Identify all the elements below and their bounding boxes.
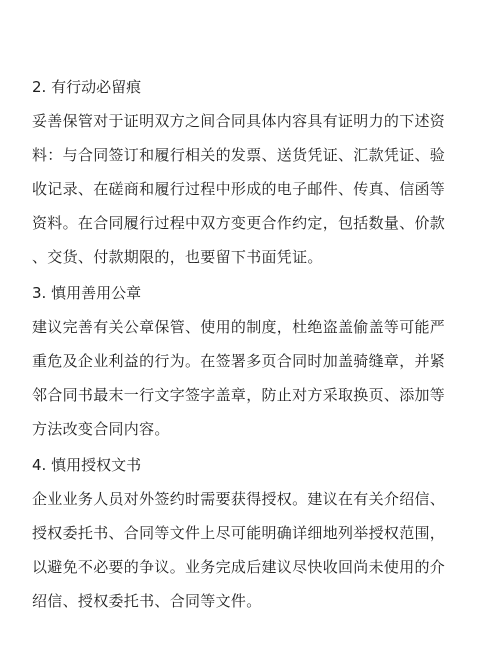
body-line: 绍信、授权委托书、合同等文件。 [32,592,262,610]
section-body [32,482,480,618]
body-line: 方法改变合同内容。 [32,420,170,438]
body-line: 重危及企业利益的行为。在签署多页合同时加盖骑缝章，并紧 [32,352,446,370]
body-line: 邻合同书最末一行文字签字盖章，防止对方采取换页、添加等 [32,386,446,404]
body-line: 妥善保管对于证明双方之间合同具体内容具有证明力的下述资 [32,112,446,130]
body-line: 、交货、付款期限的，也要留下书面凭证。 [32,248,323,266]
section-heading: 2. 有行动必留痕 [32,78,142,96]
section-record-keeping [32,70,480,274]
body-line: 企业业务人员对外签约时需要获得授权。建议在有关介绍信、 [32,490,446,508]
section-heading: 3. 慎用善用公章 [32,284,142,302]
section-body [32,310,480,446]
body-line: 收记录、在磋商和履行过程中形成的电子邮件、传真、信函等 [32,180,446,198]
body-line: 资料。在合同履行过程中双方变更合作约定，包括数量、价款 [32,214,446,232]
section-official-seal [32,276,480,446]
body-line: 以避免不必要的争议。业务完成后建议尽快收回尚未使用的介 [32,558,446,576]
section-authorization-documents [32,448,480,618]
section-heading: 4. 慎用授权文书 [32,456,142,474]
body-line: 建议完善有关公章保管、使用的制度，杜绝盗盖偷盖等可能严 [32,318,446,336]
body-line: 料：与合同签订和履行相关的发票、送货凭证、汇款凭证、验 [32,146,446,164]
section-body [32,104,480,274]
body-line: 授权委托书、合同等文件上尽可能明确详细地列举授权范围， [32,524,446,542]
